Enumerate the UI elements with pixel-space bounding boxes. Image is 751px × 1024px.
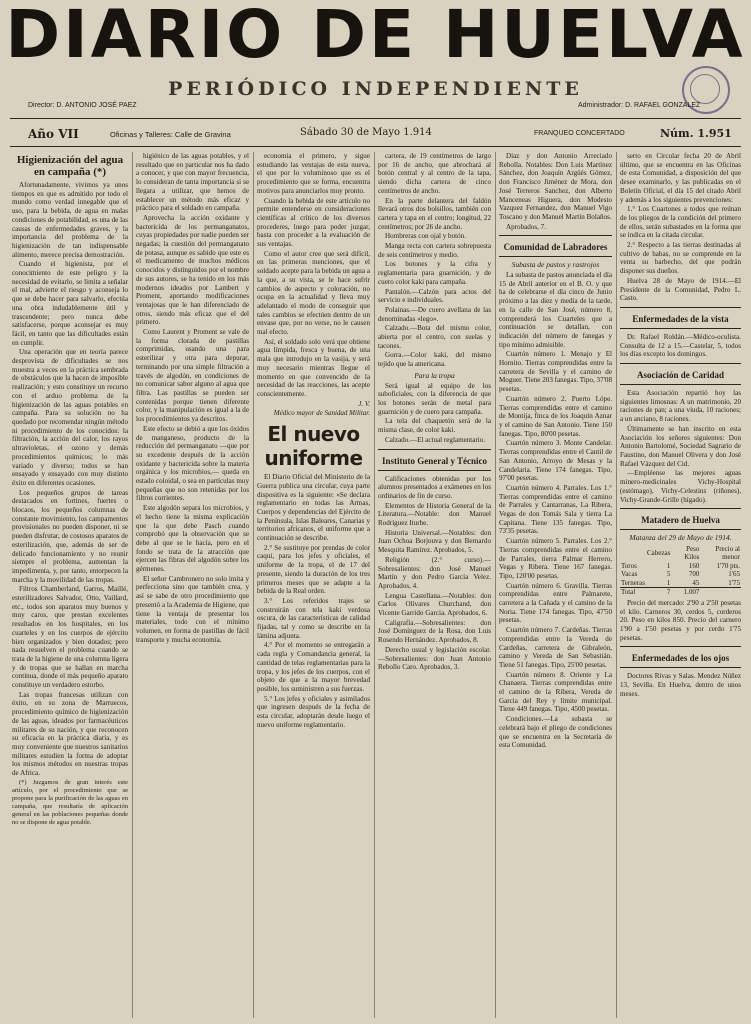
paragraph: cartera, de 19 centímetros de largo por 16 de ancho, que abrochará al botón central y al centro de la tapa, siendo dicha cartera de cinco centímetros de ancho. (378, 152, 491, 195)
paragraph: 4.° Por el momento se entregarán a cada regla y Comandancia general, la cantidad de telas reglamentarias para la tropa, y los jefes de los cuerpos, con el objeto de que a la mayor brevedad posible, los suministren a sus fuerzas. (257, 641, 370, 693)
article-heading-vista: Enfermedades de la vista (632, 313, 729, 324)
paragraph: Aprovecha la acción oxidante y bactericida de los permanganatos, cuyas propiedades por nadie pueden ser negadas; la cuestión del permanganato de potasa, aunque es sabido que este es el medicamento de muchos médicos conocidos y distinguidos por el nombre de sus autores, se ha tenido en los más modernos ideados por Lambert y Proment, aportando modificaciones ventajosas que le han diferenciado de otros, siendo más eficaz que el del primero. (136, 213, 249, 327)
table-header: Cabezas (647, 549, 671, 558)
paragraph: Cuartón número 2. Puerto Lópe. Tierras comprendidas entre el camino de Montija, finca de los Joaquín Aznar y el camino de San Antonio. Tiene 150 fanegas. Tipo, 80'00 pesetas. (499, 394, 612, 438)
paragraph: economía el primero, y sigue estudiando las ventajas de esta nueva, el que por lo voluminoso que es el procedimiento que se forma, encuentra motivos para anunciarlos muy pronto. (257, 152, 370, 195)
article-heading-matadero: Matadero de Huelva (641, 515, 720, 526)
table-cell: Toros (621, 561, 637, 570)
column-divider (374, 152, 375, 1018)
paragraph: 2.° Respecto a las tierras destinadas al cultivo de habas, no se comprende en la venta su barbecho, del que podrán disponer sus dueños. (620, 241, 741, 276)
paragraph: 3.° Los referidos trajes se construirán con tela kaki verdosa oscura, de las características de calidad fijadas, tal y como se describe en la lámina adjunta. (257, 596, 370, 640)
paragraph: Calificaciones obtenidas por los alumnos presentados a exámenes en los ordinarios de fin de curso. (378, 474, 491, 500)
article-heading-uniform: El nuevo uniforme (264, 422, 363, 471)
paragraph: Calzado.—Bota del mismo color, abierta por el centro, con suelas y tacones. (378, 324, 491, 350)
paragraph: Este efecto se debió a que los óxidos de manganeso, producto de la reducción del permanganato —que por su excedente después de la acción oxidante y bactericida sobre la materia orgánica y los microbios,— queda en estado coloidal, o sea en partículas muy pequeñas que no son retenidas por los filtros corrientes. (136, 424, 249, 503)
paragraph: Cuartón número 7. Cardeñas. Tierras comprendidas entre la Vereda de Cardeñas, carretera de Gibraleón, camino y Vereda de San Sebastián. Tiene 51 fanegas. Tipo, 25'00 pesetas. (499, 626, 612, 669)
table-header (620, 545, 646, 562)
paragraph: Filtros Chamberland, Garros, Maillé, esterilizadores Salvador, Otto, Vaillard, etc., todos son aparatos muy buenos y muy caros, que prestan excelentes resultados en los hospitales, en los cuarteles y en los cuerpos de ejército bien organizados y bien dotados; pero nada resuelven el problema cuando se trata de la higiene de una columna ligera y de tropas que se hallan en marcha continua, donde el más pequeño aparato constituye un verdadero estorbo. (12, 585, 128, 690)
paragraph: Dr. Rafael Roldán.—Médico-oculista. Consulta de 12 a 15.—Castelar, 5, todos los días excepto los domingos. (620, 332, 741, 359)
paragraph: Últimamente se han inscrito en esta Asociación los señores siguientes: Don Antonio Bartolomé, Sociedad Sagrario de Faustino, don Manuel Olivera y don José Rafael Vázquez del Cid. (620, 424, 741, 468)
paragraph: Cuartón número 6. Gravilla. Tierras comprendidas entre Palmarete, carretera a la Cañada y el camino de la Noria. Tiene 174 fanegas. Tipo, 47'50 pesetas. (499, 581, 612, 625)
table-row (620, 570, 741, 579)
paragraph: Historia Universal.—Notables: don Juan Ochoa Borjouva y don Bernardo Mesquita Ramírez. Aprobados, 5. (378, 528, 491, 555)
paragraph: 2.° Se sustituye por prendas de color caqui, para los jefes y oficiales, el uniforme de la tropa, el de 17 del presente, siendo la duración de los tres primeros meses que se adapte a la bebida de la Real orden. (257, 543, 370, 596)
column-divider (495, 152, 496, 1018)
table-cell: Terneras (621, 578, 645, 587)
paragraph: Polainas.—De cuero avellana de las denominadas «lego». (378, 305, 491, 323)
paragraph: Condiciones.—La subasta se celebrará bajo el pliego de condiciones que se encuentra en la Secretaría de esta Comunidad. (499, 715, 612, 750)
table-cell: 160 (688, 561, 700, 570)
volume-year: Año VII (28, 127, 79, 141)
paragraph: Este algodón separa los microbios, y el hecho tiene la misma explicación que la que debe Pasch cuando comprobó que la observación que se debe al que se le hacía, pero en el fondo se trata de la atracción que ejercen las fibras del algodón sobre los gérmenes. (136, 504, 249, 574)
column-divider (616, 152, 617, 1018)
paragraph: Será igual al equipo de los suboficiales, con la diferencia de que los botones serán de metal para guarnición y de cuero para campaña. (378, 381, 491, 416)
table-cell: 1 (666, 561, 671, 570)
table-cell: 1 (666, 578, 671, 587)
paragraph: Díaz y don Antonio Arreciado Rebolla. Notables: Don Luis Martínez Sánchez, don Joaquín Argüés Gómez, don Francisco Jiménez de Mora, don José Terreros Sanchez, don Alberto Manceneas Higuera, don Modesto Vazquez Fernandez, don Manuel Vigo Toscano y don Manuel Martín Bolaños. (499, 152, 612, 221)
column-2 (136, 152, 249, 1018)
paragraph: El señor Cambronero no solo imita y perfecciona sino que también crea, y así se sabe de otro procedimiento que presentó a la Academia de Higiene, que tiene la ventaja de presentar los materiales, todo con el mínimo volumen, en forma de pastillas de fácil transporte y mucha economía. (136, 574, 249, 644)
paragraph: Esta Asociación repartió hoy las siguientes limosnas: A un matrimonio, 20 raciones de pan; a una viuda, 10 raciones; a un anciano, 8 raciones. (620, 389, 741, 424)
issue-number: Núm. 1.951 (660, 127, 732, 140)
paragraph: Afortunadamente, vivimos ya unos tiempos en que es admitido por todo el mundo como verdad innegable que el uso, para la bebida, de agua en malas condiciones de potabilidad, es una de las causas de enfermedades graves, y la importancia del problema de la higienización de tan indispensable alimento, merece precisa demostración. (12, 181, 128, 259)
paragraph: Los botones y la cifra y reglamentaria para guarnición, y de cuero color kaki para campaña. (378, 260, 491, 286)
paragraph: Elementos de Historia General de la Literatura.—Notable: don Manuel Rodríguez Iturbe. (378, 501, 491, 528)
paragraph: Como el autor cree que será difícil, en las primeras menciones, que el soldado acepte para la bebida un agua a la que, a su vista, se le hace sufrir cambios de aspecto y coloración, no ocupa en la actualidad y lleva muy adelantado el modo de conseguir que tales cambios se efectúen dentro de un envase que, por no verse, no le causen mal efecto. (257, 249, 370, 337)
article-signature: J. V. (358, 399, 370, 408)
paragraph: Cuando la bebida de este artículo no permite entenderse en consideraciones científicas al crítico de los diversos procederes, luego para poder juzgar, basta con proceder a la evaluación de sus ventajas. (257, 196, 370, 249)
table-cell: Vacas (621, 570, 638, 579)
table-cell: 1.007 (671, 588, 700, 597)
table-header: Peso Kilos (684, 544, 700, 562)
top-rule (10, 118, 741, 119)
paragraph: 1.° Los Cuartones a todos que reúnan de los pliegos de la condición del primero de ellos, serán subastados en la forma que se indica en la citada circular. (620, 205, 741, 240)
article-heading-water: Higienización del agua en campaña (*) (16, 154, 124, 178)
article-heading-labradores: Comunidad de Labradores (503, 242, 608, 253)
table-cell: 5 (666, 570, 671, 579)
table-cell (700, 588, 741, 597)
article-heading-caridad: Asociación de Caridad (636, 370, 724, 381)
paragraph: Así, el soldado solo verá que obtiene agua límpida, fresca y buena, de una mala que introdujo en la vasija, y será muy necesario mientras llegue el momento en que convencido de la necesidad de las reacciones, las acepte conscientemente. (257, 337, 370, 398)
paragraph: Religión (2.° curso).—Sobresalientes: don José Manuel Martín y don Pedro García Velez. Aprobados, 4. (378, 555, 491, 590)
table-cell: Total (620, 588, 646, 597)
column-4 (378, 152, 491, 1018)
column-5 (499, 152, 612, 1018)
postage-note: FRANQUEO CONCERTADO (534, 130, 625, 137)
column-6 (620, 152, 741, 1018)
paragraph: higiénico de las aguas potables, y el resultado que en particular nos ha dado a conocer, y que con mayor frecuencia, lo consideran de tanta importancia si se llegara a utilizar, que hemos de establecer un método más eficaz y práctico para el soldado en campaña. (136, 152, 249, 213)
footnote: (*) Juzgamos de gran interés este artículo, por el procedimiento que se propone para la purificación de las aguas en campaña, que resultaría de aplicación general en las poblaciones pequeñas donde no se dispone de agua potable. (12, 778, 128, 826)
paragraph: La subasta de pastos anunciada el día 15 de Abril anterior en el B. O. y que ha de celebrarse el día cinco de Junio próximo a las diez y media de la tarde, en la calle de San José, número 8, comprenderá los Cuarteles que a continuación se detallan, con indicación del número de fanegas y tipo mínimo admisible. (499, 271, 612, 349)
paragraph: Aprobados, 7. (506, 222, 546, 231)
table-cell: 1'70 pts. (716, 561, 740, 570)
paragraph: serto en Circular fecha 20 de Abril último, que se encuentra en las Oficinas de esta Comunidad, a disposición del que desee examinarlo, y las publicadas en el Boletín Oficial, el día 15 del citado Abril y además a los siguientes prevenciones: (620, 152, 741, 204)
paragraph: Calzado.—El actual reglamentario. (385, 435, 486, 444)
matadero-table (620, 545, 741, 597)
column-1 (12, 152, 128, 1018)
paragraph: Huelva 28 de Mayo de 1914.—El Presidente de la Comunidad, Pedro L. Casto. (620, 276, 741, 303)
paragraph: Caligrafía.—Sobresalientes: don José Domínguez de la Rosa, don Luis Rosendo Hernández. Aprobados, 8. (378, 618, 491, 645)
section-subheading-subasta: Subasta de pastos y rastrojos (511, 260, 600, 270)
masthead-subtitle: PERIÓDICO INDEPENDIENTE (168, 78, 583, 100)
paragraph: Gorra.—Color kaki, del mismo tejido que la americana. (378, 351, 491, 369)
table-row (620, 579, 741, 588)
paragraph: Cuando el higienista, por el conocimiento de este peligro y la necesidad de evitarlo, se limita a señalar el mal, advierte el riesgo y aconseja lo que se debe hacer para salvarlo, efectúa una obra indudablemente útil y trascendente; pero nunca debe satisfacerse, porque aconsejar es muy fácil, en tanto que las dificultades están en cumplir. (12, 260, 128, 347)
paragraph: El Diario Oficial del Ministerio de la Guerra publica una circular, cuya parte dispositiva es la siguiente: «Se declara reglamentario en todas las Armas, Cuerpos y dependencias del Ejército de la Península, Islas Baleares, Canarias y territorios africanos, el uniforme que a continuación se describe. (257, 473, 370, 543)
paragraph: Doctores Rivas y Salas. Mendez Núñez 13, Sevilla. En Huelva, dentro de unos meses. (620, 672, 741, 698)
paragraph: Las tropas francesas utilizan con éxito, en su zona de Marruecos, procedimiento químico de higienización de las aguas, ideados por farmacéuticos militares de su nación, y que reconocen su eficacia en la práctica diaria, y es muy conveniente que nuestros sanitarios militares estudien la forma de adoptar los mismos métodos en nuestras tropas de Africa. (12, 690, 128, 778)
article-heading-ojos: Enfermedades de los ojos (631, 653, 730, 664)
offices-address: Oficinas y Talleres: Calle de Gravina (110, 130, 231, 139)
article-heading-instituto: Instituto General y Técnico (381, 455, 488, 466)
paragraph: Cuartón número 1. Menajo y El Hornito. Tierras comprendidas entre la carretera de Sevilla y el camino de Moguer. Tiene 203 fanegas. Tipo, 37'08 pesetas. (499, 350, 612, 394)
matadero-date: Matanza del 29 de Mayo de 1914. (629, 533, 732, 543)
column-3 (257, 152, 370, 1018)
table-cell: 7 (646, 588, 671, 597)
paragraph: Derecho usual y legislación escolar.—Sobresalientes: don Juan Antonio Rebollo Caro. Aprobados, 3. (378, 645, 491, 672)
director-credit: Director: D. ANTONIO JOSÉ PAEZ (28, 102, 137, 109)
column-divider (132, 152, 133, 1018)
table-cell: 700 (688, 570, 700, 579)
issue-date: Sábado 30 de Mayo 1.914 (300, 127, 432, 138)
table-cell: 1'65 (728, 570, 740, 579)
paragraph: Lengua Castellana.—Notables: don Carlos Olivares Churchand, don Vicente Garrido Garcia. Aprobados, 6. (378, 591, 491, 618)
info-bottom-rule (10, 146, 741, 147)
paragraph: Cuartón número 5. Parrales. Los 2.° Tierras comprendidas entre el camino de Parrales, tierra Palmar Herrero, Vegas y Ribera. Tiene 167 fanegas. Tipo, 120'00 pesetas. (499, 537, 612, 580)
masthead-title: DIARIO DE HUELVA (5, 0, 746, 73)
paragraph: Una operación que en teoría parece desprovista de dificultades se nos muestra a veces en la práctica sembrada de obstáculos que la hacen de imposible realización; y esto constituye un recurso con el arduo problema de la higienización de las aguas potables en campaña. Para su solución no ha quedado por recomendar ningún método ni procedimiento de los conocidos: la filtración, la acción del calor, los rayos ultravioletas, el ozono y demás procedimientos químicos; lo más variado y diverso; todos se han ensayado y ensayado con muy distinto éxito en diferentes ocasiones. (12, 348, 128, 487)
paragraph: Cuartón número 3. Monte Candelar. Tierras comprendidas entre el Cantil de San Antonio, Arroyo de Mesas y la Candelaria. Tiene 174 fanegas. Tipo, 97'00 pesetas. (499, 439, 612, 483)
paragraph: Manga recta con cartera sobrepuesta de seis centímetros y medio. (378, 242, 491, 259)
table-cell: 1'75 (728, 578, 740, 587)
paragraph: Hombreras con ojal y botón. (385, 232, 466, 241)
table-row (620, 562, 741, 571)
table-header: Precio al menor (715, 544, 740, 562)
table-cell: 45 (692, 578, 700, 587)
paragraph: Cuartón número 4. Parrales. Los 1.° Tierras comprendidas entre el camino de Parrales y Cantarranas, La Ribera, Vegas de don Tomás Sala y tierra La Capitana. Tiene 135 fanegas. Tipo, 73'35 pesetas. (499, 483, 612, 536)
paragraph: —Empléense las mejores aguas minero-medicinales Vichy-Hospital (estómago), Vichy-Celestins (riñones), Vichy-Grande-Grille (hígado). (620, 469, 741, 504)
paragraph: Cuartón número 8. Oriente y La Chanaera. Tierras comprendidas entre el camino de la Ribera, Vereda de Garcia del Rey y límite municipal. Tiene 449 fanegas. Tipo, 4500 pesetas. (499, 670, 612, 714)
table-total-row (620, 588, 741, 597)
article-signature-role: Médico mayor de Sanidad Militar. (273, 409, 370, 418)
paragraph: En la parte delantera del faldón llevará otros dos bolsillos, también con cartera y tapa en el centro; longitud, 22 centímetros; por 26 de ancho. (378, 196, 491, 231)
paragraph: Como Laurent y Proment se vale de la forma clorada de pastillas comprimidas, usando una para esterilizar y otra para depurar, terminando por una simple filtración a través de algodón, en condiciones de no comunicar sabor alguno al agua que filtra. Las pastillas se pueden ser contenidas porque tienen diferente color, y la manipulación es igual a la de los procedimientos ya descritos. (136, 328, 249, 424)
section-subheading-tropa: Para la tropa (414, 370, 455, 380)
administrator-credit: Administrador: D. RAFAEL GONZALEZ (578, 102, 701, 109)
paragraph: Pantalón.—Calzón para actos del servicio e individuales. (378, 287, 491, 305)
paragraph: Precio del mercado: 2'90 a 2'50 pesetas el kilo. Carneros 30, cerdos 5, corderos 20. Peso en kilos 850. Precio del carnero 1'90 a 1'50 pesetas y por cerdo 1'75 pesetas. (620, 598, 741, 642)
paragraph: Los pequeños grupos de tareas destacados en fortines, fuertes o blocaos, los pequeños columnas de constante movimiento, los campamentos provisionales no pueden disponer, ni se pueden disfrutar, de costosos aparatos de esterilización, que, además de ser de delicado funcionamiento y no reunir siempre el problema, aumentan la impedimenta, y, por tanto, entorpecen la marcha y la movilidad de las tropas. (12, 488, 128, 584)
column-divider (253, 152, 254, 1018)
paragraph: La tela del chaquetón será de la misma clase, de color kaki. (378, 417, 491, 435)
paragraph: 5.° Los jefes y oficiales y asimilados que ingresen después de la fecha de esta circular, adoptarán desde luego el nuevo uniforme reglamentario. (257, 694, 370, 729)
